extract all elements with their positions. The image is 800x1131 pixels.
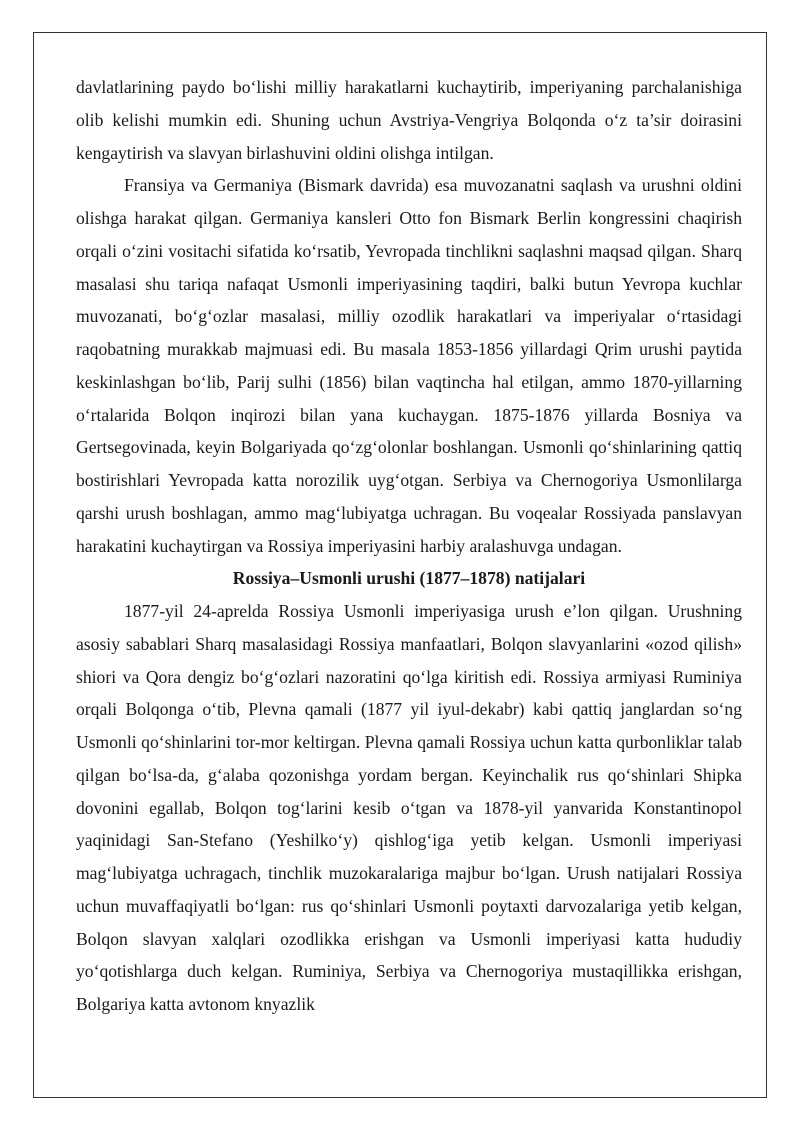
paragraph-eastern-question: Fransiya va Germaniya (Bismark davrida) esa muvozanatni saqlash va urushni oldini olishga harakat qilgan. Germaniya kansleri Otto fon Bismark Berlin kongressini chaqirish orqali o‘zini vositachi sifatida ko‘rsatib, Yevropada tinchlikni saqlashni maqsad qilgan. Sharq masalasi shu tariqa nafaqat Usmonli imperiyasining taqdiri, balki butun Yevropa kuchlar muvozanati, bo‘g‘ozlar masalasi, milliy ozodlik harakatlari va imperiyalar o‘rtasidagi raqobatning murakkab majmuasi edi. Bu masala 1853-1856 yillardagi Qrim urushi paytida keskinlashgan bo‘lib, Parij sulhi (1856) bilan vaqtincha hal etilgan, ammo 1870-yillarning o‘rtalarida Bolqon inqirozi bilan yana kuchaygan. 1875-1876 yillarda Bosniya va Gertsegovinada, keyin Bolgariyada qo‘zg‘olonlar boshlangan. Usmonli qo‘shinlarining qattiq bostirishlari Yevropada katta norozilik uyg‘otgan. Serbiya va Chernogoriya Usmonlilarga qarshi urush boshlagan, ammo mag‘lubiyatga uchragan. Bu voqealar Rossiyada panslavyan harakatini kuchaytirgan va Rossiya imperiyasini harbiy aralashuvga undagan. <box>76 175 742 556</box>
section-heading: Rossiya–Usmonli urushi (1877–1878) natijalari <box>232 568 586 589</box>
paragraph-continuation: davlatlarining paydo bo‘lishi milliy harakatlarni kuchaytirib, imperiyaning parchalanishiga olib kelishi mumkin edi. Shuning uchun Avstriya-Vengriya Bolqonda o‘z ta’sir doirasini kengaytirish va slavyan birlashuvini oldini olishga intilgan. <box>76 77 742 163</box>
document-body <box>76 71 742 1021</box>
paragraph-war-results: 1877-yil 24-aprelda Rossiya Usmonli imperiyasiga urush e’lon qilgan. Urushning asosiy sabablari Sharq masalasidagi Rossiya manfaatlari, Bolqon slavyanlarini «ozod qilish» shiori va Qora dengiz bo‘g‘ozlari nazoratini qo‘lga kiritish edi. Rossiya armiyasi Ruminiya orqali Bolqonga o‘tib, Plevna qamali (1877 yil iyul-dekabr) kabi qattiq janglardan so‘ng Usmonli qo‘shinlarini tor-mor keltirgan. Plevna qamali Rossiya uchun katta qurbonliklar talab qilgan bo‘lsa-da, g‘alaba qozonishga yordam bergan. Keyinchalik rus qo‘shinlari Shipka dovonini egallab, Bolqon tog‘larini kesib o‘tgan va 1878-yil yanvarida Konstantinopol yaqinidagi San-Stefano (Yeshilko‘y) qishlog‘iga yetib kelgan. Usmonli imperiyasi mag‘lubiyatga uchragach, tinchlik muzokaralariga majbur bo‘lgan. Urush natijalari Rossiya uchun muvaffaqiyatli bo‘lgan: rus qo‘shinlari Usmonli poytaxti darvozalariga yetib kelgan, Bolqon slavyan xalqlari ozodlikka erishgan va Usmonli imperiyasi katta hududiy yo‘qotishlarga duch kelgan. Ruminiya, Serbiya va Chernogoriya mustaqillikka erishgan, Bolgariya katta avtonom knyazlik <box>76 601 742 1014</box>
